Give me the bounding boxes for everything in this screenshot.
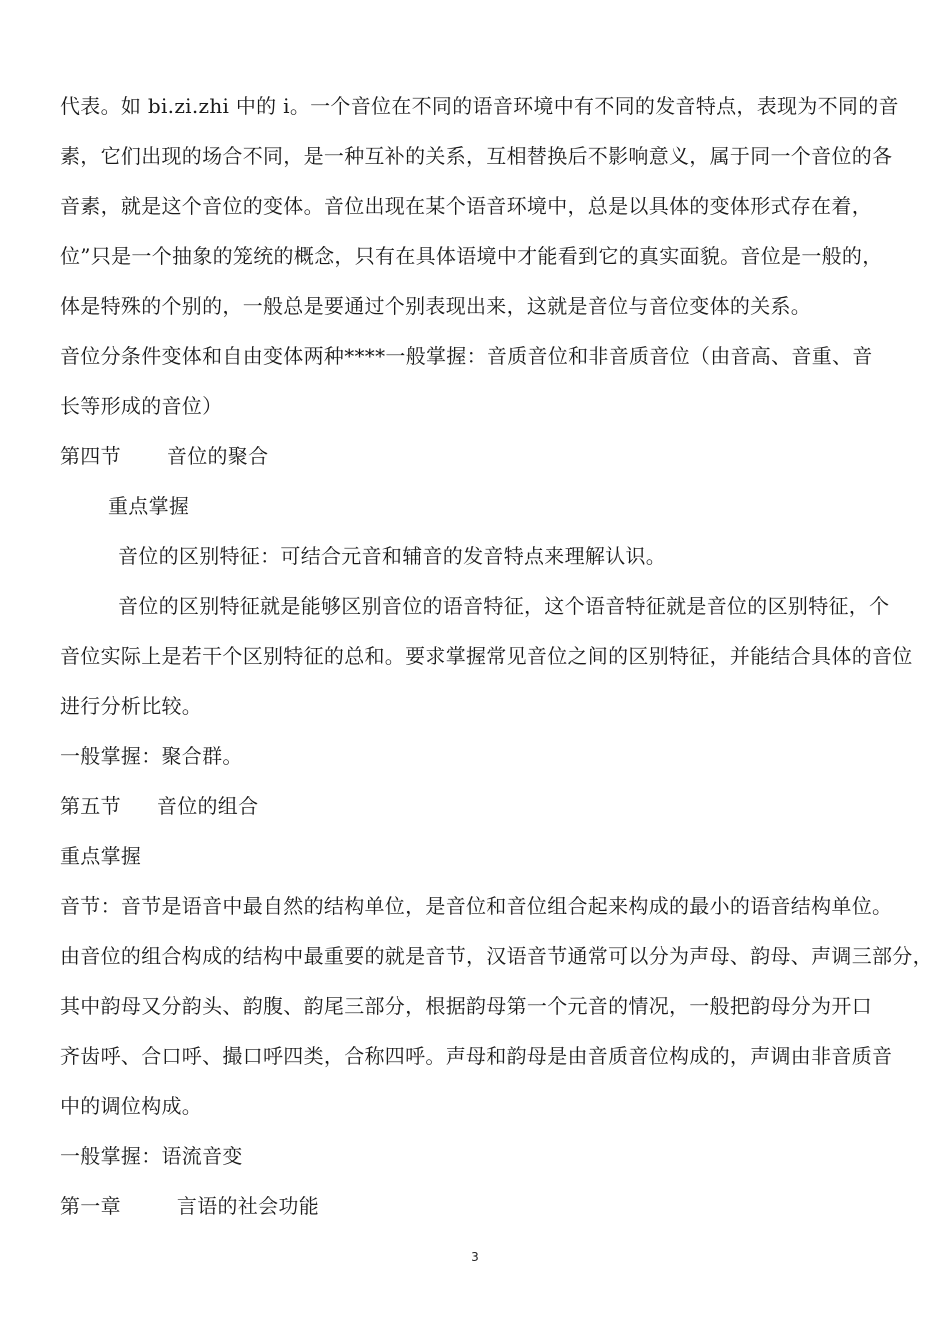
body-text-line: 由音位的组合构成的结构中最重要的就是音节，汉语音节通常可以分为声母、韵母、声调三部分， [60, 944, 933, 968]
body-text-line: 中的调位构成。 [60, 1094, 203, 1118]
body-text-line: 长等形成的音位） [60, 394, 223, 418]
body-text-line: 音素，就是这个音位的变体。音位出现在某个语音环境中，总是以具体的变体形式存在着， [60, 194, 872, 218]
body-text-line: 音节：音节是语音中最自然的结构单位，是音位和音位组合起来构成的最小的语音结构单位。 [60, 894, 893, 918]
chapter-number: 第一章 [60, 1194, 121, 1218]
body-text-line: 其中韵母又分韵头、韵腹、韵尾三部分，根据韵母第一个元音的情况，一般把韵母分为开口 [60, 994, 872, 1018]
body-text-line: 进行分析比较。 [60, 694, 203, 718]
section-title: 音位的组合 [156, 794, 259, 818]
body-text-line: 齐齿呼、合口呼、撮口呼四类，合称四呼。声母和韵母是由音质音位构成的，声调由非音质音 [60, 1044, 893, 1068]
body-text-segment: 个 [869, 594, 890, 618]
body-text-line: 音位实际上是若干个区别特征的总和。要求掌握常见音位之间的区别特征，并能结合具体的音位 [60, 644, 913, 668]
body-text-line [118, 592, 889, 620]
subheading: 重点掌握 [108, 494, 190, 518]
body-text-line: 位”只是一个抽象的笼统的概念，只有在具体语境中才能看到它的真实面貌。音位是一般的， [60, 244, 883, 268]
body-text-line: 一般掌握：语流音变 [60, 1144, 243, 1168]
section-title: 音位的聚合 [166, 444, 269, 468]
chapter-heading [60, 1192, 319, 1220]
body-text-line: 音位的区别特征：可结合元音和辅音的发音特点来理解认识。 [118, 544, 667, 568]
section-number: 第五节 [60, 794, 121, 818]
body-text-line: 音位分条件变体和自由变体两种****一般掌握：音质音位和非音质音位（由音高、音重、音 [60, 344, 873, 368]
section-heading [60, 792, 258, 820]
subheading: 重点掌握 [60, 844, 142, 868]
section-number: 第四节 [60, 444, 121, 468]
section-heading [60, 442, 268, 470]
body-text-line: 体是特殊的个别的，一般总是要通过个别表现出来，这就是音位与音位变体的关系。 [60, 294, 812, 318]
page-number: 3 [471, 1250, 479, 1264]
body-text-segment: 音位的区别特征就是能够区别音位的语音特征，这个语音特征就是音位的区别特征， [118, 594, 870, 618]
body-text-line: 代表。如 bi.zi.zhi 中的 i。一个音位在不同的语音环境中有不同的发音特点，表现为不同的音 [60, 94, 899, 118]
body-text-line: 素，它们出现的场合不同，是一种互补的关系，互相替换后不影响意义，属于同一个音位的各 [60, 144, 893, 168]
body-text-line: 一般掌握：聚合群。 [60, 744, 243, 768]
chapter-title: 言语的社会功能 [176, 1194, 320, 1218]
